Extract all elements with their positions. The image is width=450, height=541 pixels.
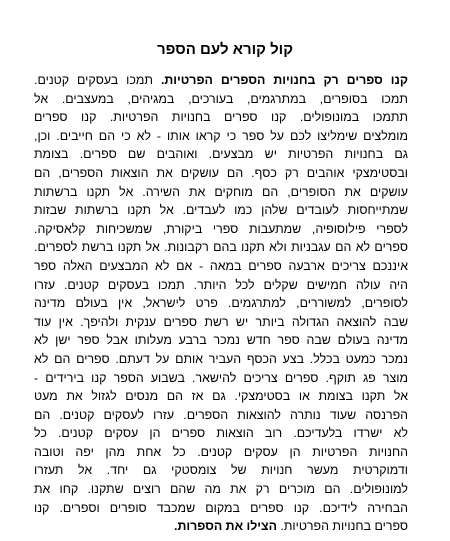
paragraph-line bbox=[34, 71, 408, 90]
paragraph-line bbox=[34, 499, 408, 518]
line-text: תמכו בעסקים קטנים. bbox=[34, 73, 161, 87]
line-text: לא ישרדו בלעדיכם. רוב הוצאות ספרים הן עסקים קטנים. כל bbox=[34, 426, 408, 441]
paragraph-line bbox=[34, 461, 408, 480]
paragraph-line bbox=[34, 406, 408, 425]
line-text: ספרים לא הם עגבניות ולא תקנו בהם רקבונות. אל תקנו ברשת לספרים. bbox=[34, 240, 408, 255]
line-text: היה עולה חמישים שקלים לכל היותר. תמכו בעסקים קטנים. עזרו bbox=[34, 277, 408, 292]
paragraph-line bbox=[34, 276, 408, 295]
line-text: אל תקנו בצומת או בסטימצקי. גם אז הם מנסים לגזול את מעט bbox=[34, 389, 408, 404]
line-text: מומלצים שימליצו לכם על ספר כי קראו אותו - לא כי הם חייבים. וכן, bbox=[34, 128, 408, 143]
line-text: ודמוקרטית מעשר חנויות של צומסטקי גם יחד. אל תעזרו bbox=[34, 463, 408, 478]
paragraph-line bbox=[34, 331, 408, 350]
paragraph-line bbox=[34, 424, 408, 443]
paragraph-line bbox=[34, 443, 408, 462]
line-text: החנויות הפרטיות הן עסקים קטנים. כל אחת מהן יפה וטובה bbox=[34, 444, 408, 459]
paragraph-line bbox=[34, 164, 408, 183]
line-text: שמתייחסות לעובדים שלהן כמו לעבדים. אל תקנו ברשתות שבזות bbox=[34, 203, 408, 218]
paragraph-line bbox=[34, 369, 408, 388]
document-body bbox=[34, 71, 408, 536]
line-text: לספרי פילוסופיה, שמתעבות ספרי ביקורת, שמשכיחות קלאסיקה. bbox=[34, 221, 408, 236]
paragraph-line bbox=[34, 387, 408, 406]
line-text: לסופרים, למשוררים, למתרגמים. פרט לישראל, אין בעולם מדינה bbox=[34, 296, 408, 311]
line-text: עושקים את הסופרים, הם מוחקים את השירה. אל תקנו ברשתות bbox=[34, 184, 408, 199]
line-text: ובסטימצקי אוהבים רק כסף. הם עושקים את הוצאות הספרים, הם bbox=[34, 165, 408, 180]
line-text: הבחירה לידיכם. קנו ספרים במקום שמכבד סופרים וספרים. קנו bbox=[34, 500, 408, 515]
line-text: למונופולים. הם מוכרים רק את מה שהם רוצים שתקנו. קחו את bbox=[34, 482, 408, 497]
line-text: נמכר כמעט בכלל. בצע הכסף העביר אותם על דעתם. ספרים הם לא bbox=[34, 351, 408, 366]
line-text: תמכו בסופרים, במתרגמים, בעורכים, במגיהים, במעצבים. אל bbox=[34, 91, 408, 106]
line-text: איננכם צריכים ארבעה ספרים במאה - אם לא המבצעים האלה ספר bbox=[34, 258, 408, 273]
line-text: שבה להוצאה הגדולה ביותר יש רשת ספרים ענקית ולהיפך. אין עוד bbox=[34, 314, 408, 329]
paragraph-line bbox=[34, 108, 408, 127]
line-text: תתמכו במונופולים. קנו ספרים בחנויות הפרטיות. קנו ספרים bbox=[34, 110, 408, 125]
paragraph-line bbox=[34, 145, 408, 164]
document-title: קול קורא לעם הספר bbox=[156, 41, 293, 58]
paragraph-line bbox=[34, 294, 408, 313]
paragraph-line bbox=[34, 517, 408, 536]
line-text: גם בחנויות הפרטיות יש מבצעים. ואוהבים שם ספרים. בצומת bbox=[34, 147, 408, 162]
line-text: מוצר פג תוקף. ספרים צריכים להישאר. בשבוע הספר קנו בירידים - bbox=[34, 370, 408, 385]
paragraph-line bbox=[34, 313, 408, 332]
paragraph-line bbox=[34, 220, 408, 239]
paragraph-line bbox=[34, 480, 408, 499]
line-text: ספרים בחנויות הפרטיות. bbox=[276, 519, 408, 534]
bold-lead-text: קנו ספרים רק בחנויות הספרים הפרטיות. bbox=[160, 73, 408, 87]
paragraph-line bbox=[34, 257, 408, 276]
paragraph-line bbox=[34, 201, 408, 220]
paragraph-line bbox=[34, 238, 408, 257]
line-text: הפרנסה שעוד נותרה להוצאות הספרים. עזרו לעסקים קטנים. הם bbox=[34, 407, 408, 422]
line-text: מדינה בעולם שבה ספר חדש נמכר ברבע מעלותו אבל ספר ישן לא bbox=[34, 333, 408, 348]
paragraph-line bbox=[34, 90, 408, 109]
bold-closing-text: הצילו את הספרות. bbox=[174, 519, 277, 534]
paragraph-line bbox=[34, 350, 408, 369]
paragraph-line bbox=[34, 183, 408, 202]
paragraph-line bbox=[34, 127, 408, 146]
